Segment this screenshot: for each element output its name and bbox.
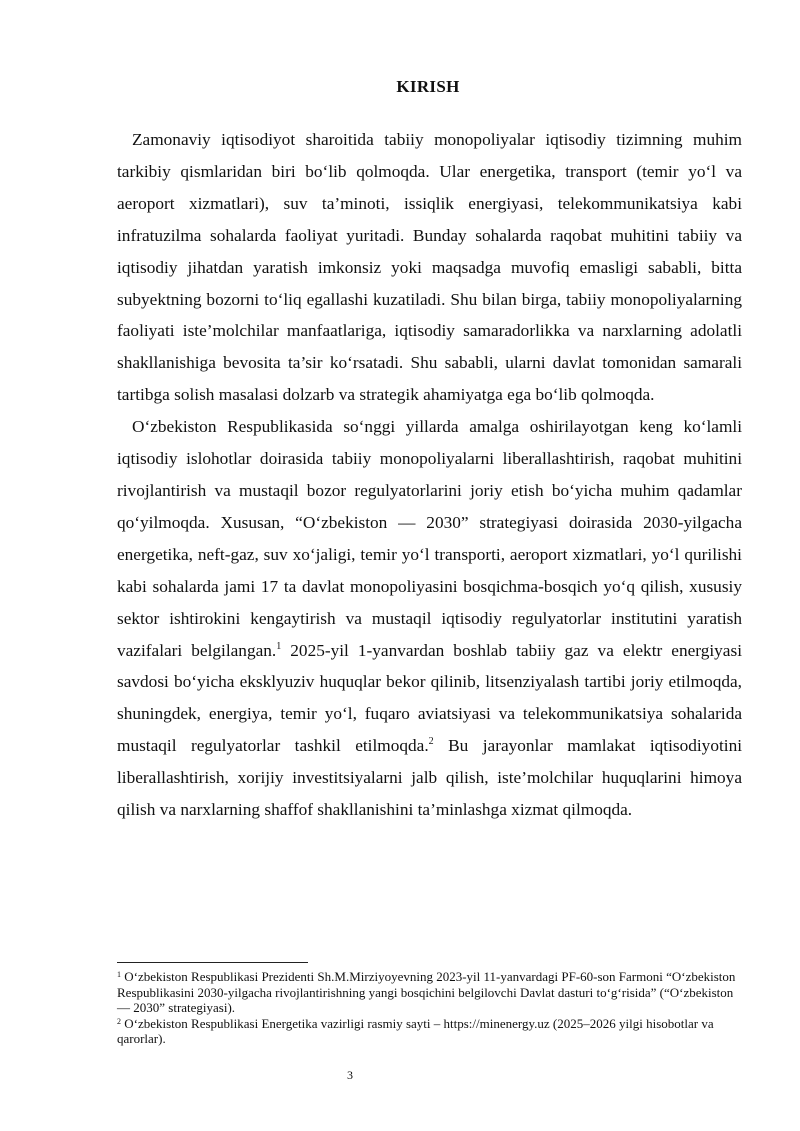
section-title: KIRISH [396, 77, 460, 96]
paragraph-1: Zamonaviy iqtisodiyot sharoitida tabiiy monopoliyalar iqtisodiy tizimning muhim tarkibiy qismlaridan biri bo‘lib qolmoqda. Ular energetika, transport (temir yo‘l va aeroport xizmatlari), suv ta’minoti, issiqlik energiyasi, telekommunikatsiya kabi infratuzilma sohalarda faoliyat yuritadi. Bunday sohalarda raqobat muhitini tabiiy va iqtisodiy jihatdan yaratish imkonsiz yoki maqsadga muvofiq emasligi sababli, bitta subyektning bozorni to‘liq egallashi kuzatiladi. Shu bilan birga, tabiiy monopoliyalarning faoliyati iste’molchilar manfaatlariga, iqtisodiy samaradorlikka va narxlarning adolatli shakllanishiga bevosita ta’sir ko‘rsatadi. Shu sababli, ularni davlat tomonidan samarali tartibga solish masalasi dolzarb va strategik ahamiyatga ega bo‘lib qolmoqda. [117, 130, 742, 405]
footnote-1 [117, 969, 747, 1016]
paragraph-2 [117, 411, 742, 826]
footnote-2-number: 2 [117, 1016, 121, 1026]
page-number: 3 [347, 1068, 353, 1082]
paragraph-2-part-2: 2025-yil 1-yanvardan boshlab tabiiy gaz va elektr energiyasi savdosi bo‘yicha eksklyuziv huquqlar bekor qilinib, litsenziyalash tartibi joriy etilmoqda, shuningdek, energiya, temir yo‘l, fuqaro aviatsiyasi va telekommunikatsiya sohalarida mustaqil regulyatorlar tashkil etilmoqda. [117, 640, 743, 756]
footnote-1-number: 1 [117, 970, 121, 979]
footnote-1-text: O‘zbekiston Respublikasi Prezidenti Sh.M.Mirziyoyevning 2023-yil 11-yanvardagi PF-60-son Farmoni “O‘zbekiston Respublikasini 2030-yilgacha rivojlantirishning yangi bosqichini belgilovchi Davlat dasturi to‘g‘risida” (“O‘zbekiston — 2030” strategiyasi). [117, 969, 736, 1016]
footnote-separator [117, 962, 308, 963]
footnote-2-text: O‘zbekiston Respublikasi Energetika vazirligi rasmiy sayti – https://minenergy.uz (2025–2026 yilgi hisobotlar va qarorlar). [117, 1015, 714, 1047]
body-text [117, 124, 742, 826]
paragraph-2-part-1: O‘zbekiston Respublikasida so‘nggi yillarda amalga oshirilayotgan keng ko‘lamli iqtisodiy islohotlar doirasida tabiiy monopoliyalarni liberallashtirish, raqobat muhitini rivojlantirish va mustaqil bozor regulyatorlarini joriy etish bo‘yicha muhim qadamlar qo‘yilmoqda. Xususan, “O‘zbekiston — 2030” strategiyasi doirasida 2030-yilgacha energetika, neft-gaz, suv xo‘jaligi, temir yo‘l transporti, aeroport xizmatlari, yo‘l qurilishi kabi sohalarda jami 17 ta davlat monopoliyasini bosqichma-bosqich yo‘q qilish, xususiy sektor ishtirokini kengaytirish va mustaqil iqtisodiy regulyatorlar institutini yaratish vazifalari belgilangan. [117, 417, 742, 660]
footnote-ref-1[interactable]: 1 [276, 640, 282, 652]
footnote-ref-2[interactable]: 2 [428, 736, 434, 748]
footnote-2 [117, 1016, 747, 1047]
paragraph-2-part-3: Bu jarayonlar mamlakat iqtisodiyotini liberallashtirish, xorijiy investitsiyalarni jalb qilish, iste’molchilar huquqlarini himoya qilish va narxlarning shaffof shakllanishini ta’minlashga xizmat qilmoqda. [117, 736, 743, 820]
footnotes [117, 969, 747, 1047]
